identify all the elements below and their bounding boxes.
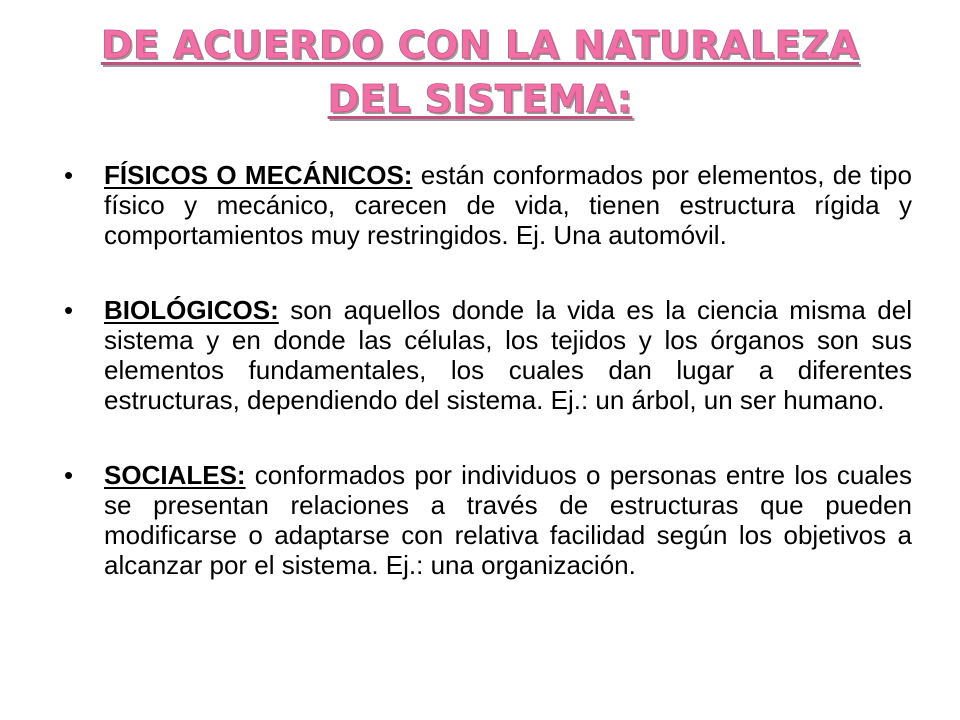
- bullet-icon: •: [64, 295, 74, 325]
- item-description: conformados por individuos o personas entre los cuales se presentan relaciones a través de estructuras que pueden modificarse o adaptarse con relativa facilidad según los objetivos a alcanzar por el sistema. Ej.: una organización.: [104, 460, 912, 580]
- slide-title: [60, 18, 900, 126]
- list-item-biologicos: [64, 295, 912, 415]
- bullet-list: [64, 160, 912, 625]
- bullet-icon: •: [64, 460, 74, 490]
- bullet-icon: •: [64, 160, 74, 190]
- list-item-sociales: [64, 460, 912, 580]
- slide-title-line-1: DE ACUERDO CON LA NATURALEZA: [100, 23, 860, 67]
- list-item-fisicos: [64, 160, 912, 250]
- item-term: BIOLÓGICOS:: [104, 295, 279, 325]
- slide-title-line-2: DEL SISTEMA:: [327, 77, 633, 121]
- item-term: SOCIALES:: [104, 460, 246, 490]
- item-term: FÍSICOS O MECÁNICOS:: [104, 160, 413, 190]
- item-description: están conformados por elementos, de tipo físico y mecánico, carecen de vida, tienen estructura rígida y comportamientos muy restringidos. Ej. Una automóvil.: [104, 160, 912, 250]
- item-description: son aquellos donde la vida es la ciencia misma del sistema y en donde las células, los tejidos y los órganos son sus elementos fundamentales, los cuales dan lugar a diferentes estructuras, dependiendo del sistema. Ej.: un árbol, un ser humano.: [104, 295, 912, 415]
